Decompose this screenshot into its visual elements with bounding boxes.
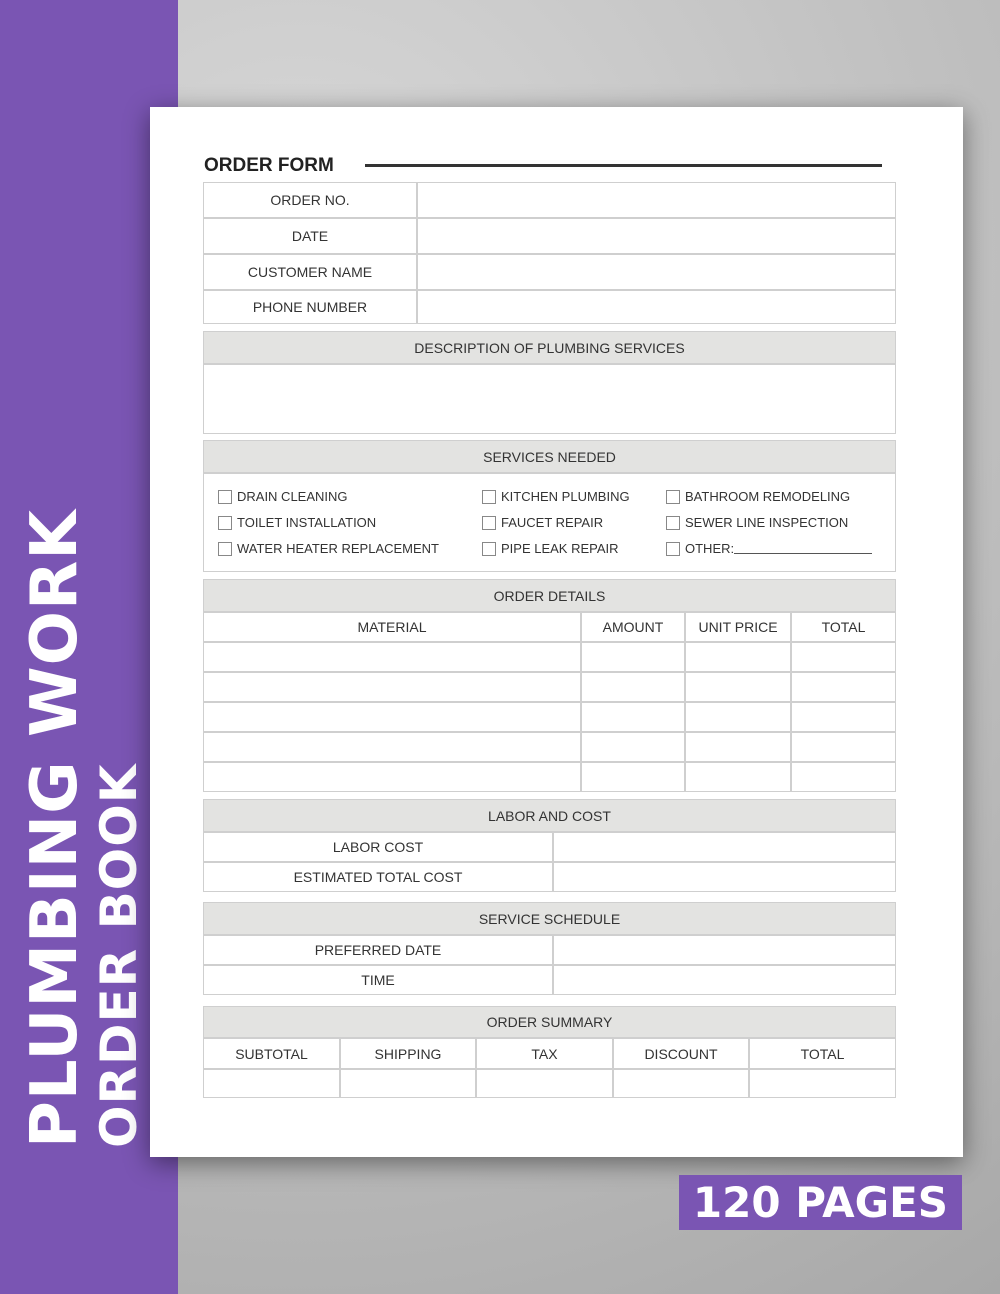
services-header: SERVICES NEEDED — [203, 440, 896, 473]
service-checkbox[interactable] — [218, 541, 439, 556]
summary-column-header: TAX — [476, 1038, 613, 1069]
order-cell[interactable] — [791, 642, 896, 672]
schedule-input[interactable] — [553, 965, 896, 995]
service-checkbox[interactable] — [482, 515, 603, 530]
schedule-header: SERVICE SCHEDULE — [203, 902, 896, 935]
order-cell[interactable] — [203, 642, 581, 672]
checkbox-icon[interactable] — [666, 542, 680, 556]
order-cell[interactable] — [581, 672, 685, 702]
order-cell[interactable] — [685, 642, 791, 672]
order-cell[interactable] — [791, 702, 896, 732]
checkbox-icon[interactable] — [218, 490, 232, 504]
order-cell[interactable] — [203, 702, 581, 732]
info-input[interactable] — [417, 182, 896, 218]
checkbox-icon[interactable] — [666, 516, 680, 530]
labor-header: LABOR AND COST — [203, 799, 896, 832]
order-cell[interactable] — [581, 762, 685, 792]
info-label: CUSTOMER NAME — [203, 254, 417, 290]
order-cell[interactable] — [791, 762, 896, 792]
service-label: FAUCET REPAIR — [501, 515, 604, 530]
order-column-header: UNIT PRICE — [685, 612, 791, 642]
title-rule — [365, 164, 882, 167]
summary-header: ORDER SUMMARY — [203, 1006, 896, 1038]
info-input[interactable] — [417, 290, 896, 324]
info-label: ORDER NO. — [203, 182, 417, 218]
order-column-header: MATERIAL — [203, 612, 581, 642]
order-cell[interactable] — [203, 732, 581, 762]
labor-input[interactable] — [553, 862, 896, 892]
order-cell[interactable] — [685, 732, 791, 762]
summary-column-header: DISCOUNT — [613, 1038, 749, 1069]
order-cell[interactable] — [581, 732, 685, 762]
service-checkbox[interactable] — [666, 489, 850, 504]
labor-label: ESTIMATED TOTAL COST — [203, 862, 553, 892]
description-input[interactable] — [203, 364, 896, 434]
summary-column-header: SHIPPING — [340, 1038, 476, 1069]
checkbox-icon[interactable] — [218, 542, 232, 556]
cover-title-line1: PLUMBING WORK — [18, 509, 92, 1148]
pages-badge: 120 PAGES — [679, 1175, 962, 1230]
form-title: ORDER FORM — [204, 155, 334, 176]
checkbox-icon[interactable] — [666, 490, 680, 504]
summary-column-header: SUBTOTAL — [203, 1038, 340, 1069]
service-label: OTHER: — [685, 541, 735, 556]
service-label: KITCHEN PLUMBING — [501, 489, 630, 504]
order-cell[interactable] — [791, 672, 896, 702]
checkbox-icon[interactable] — [218, 516, 232, 530]
order-details-header: ORDER DETAILS — [203, 579, 896, 612]
service-label: DRAIN CLEANING — [237, 489, 348, 504]
info-input[interactable] — [417, 218, 896, 254]
order-column-header: TOTAL — [791, 612, 896, 642]
summary-input[interactable] — [749, 1069, 896, 1098]
order-cell[interactable] — [685, 762, 791, 792]
schedule-label: TIME — [203, 965, 553, 995]
info-label: DATE — [203, 218, 417, 254]
summary-input[interactable] — [476, 1069, 613, 1098]
service-checkbox[interactable] — [482, 541, 619, 556]
checkbox-icon[interactable] — [482, 490, 496, 504]
service-label: BATHROOM REMODELING — [685, 489, 851, 504]
summary-input[interactable] — [203, 1069, 340, 1098]
order-column-header: AMOUNT — [581, 612, 685, 642]
summary-column-header: TOTAL — [749, 1038, 896, 1069]
order-cell[interactable] — [685, 702, 791, 732]
order-cell[interactable] — [203, 762, 581, 792]
order-cell[interactable] — [581, 702, 685, 732]
order-form-page — [150, 107, 963, 1157]
order-cell[interactable] — [791, 732, 896, 762]
service-checkbox[interactable] — [666, 515, 848, 530]
description-header: DESCRIPTION OF PLUMBING SERVICES — [203, 331, 896, 364]
order-cell[interactable] — [581, 642, 685, 672]
checkbox-icon[interactable] — [482, 516, 496, 530]
summary-input[interactable] — [340, 1069, 476, 1098]
info-label: PHONE NUMBER — [203, 290, 417, 324]
other-line[interactable] — [734, 543, 872, 554]
service-checkbox[interactable] — [666, 541, 872, 556]
summary-input[interactable] — [613, 1069, 749, 1098]
service-label: SEWER LINE INSPECTION — [685, 515, 849, 530]
service-label: PIPE LEAK REPAIR — [501, 541, 619, 556]
labor-input[interactable] — [553, 832, 896, 862]
order-cell[interactable] — [203, 672, 581, 702]
service-checkbox[interactable] — [218, 489, 348, 504]
service-label: TOILET INSTALLATION — [237, 515, 377, 530]
schedule-label: PREFERRED DATE — [203, 935, 553, 965]
info-input[interactable] — [417, 254, 896, 290]
service-label: WATER HEATER REPLACEMENT — [237, 541, 440, 556]
checkbox-icon[interactable] — [482, 542, 496, 556]
service-checkbox[interactable] — [218, 515, 376, 530]
labor-label: LABOR COST — [203, 832, 553, 862]
order-cell[interactable] — [685, 672, 791, 702]
cover-title-line2: ORDER BOOK — [90, 763, 148, 1148]
schedule-input[interactable] — [553, 935, 896, 965]
service-checkbox[interactable] — [482, 489, 630, 504]
